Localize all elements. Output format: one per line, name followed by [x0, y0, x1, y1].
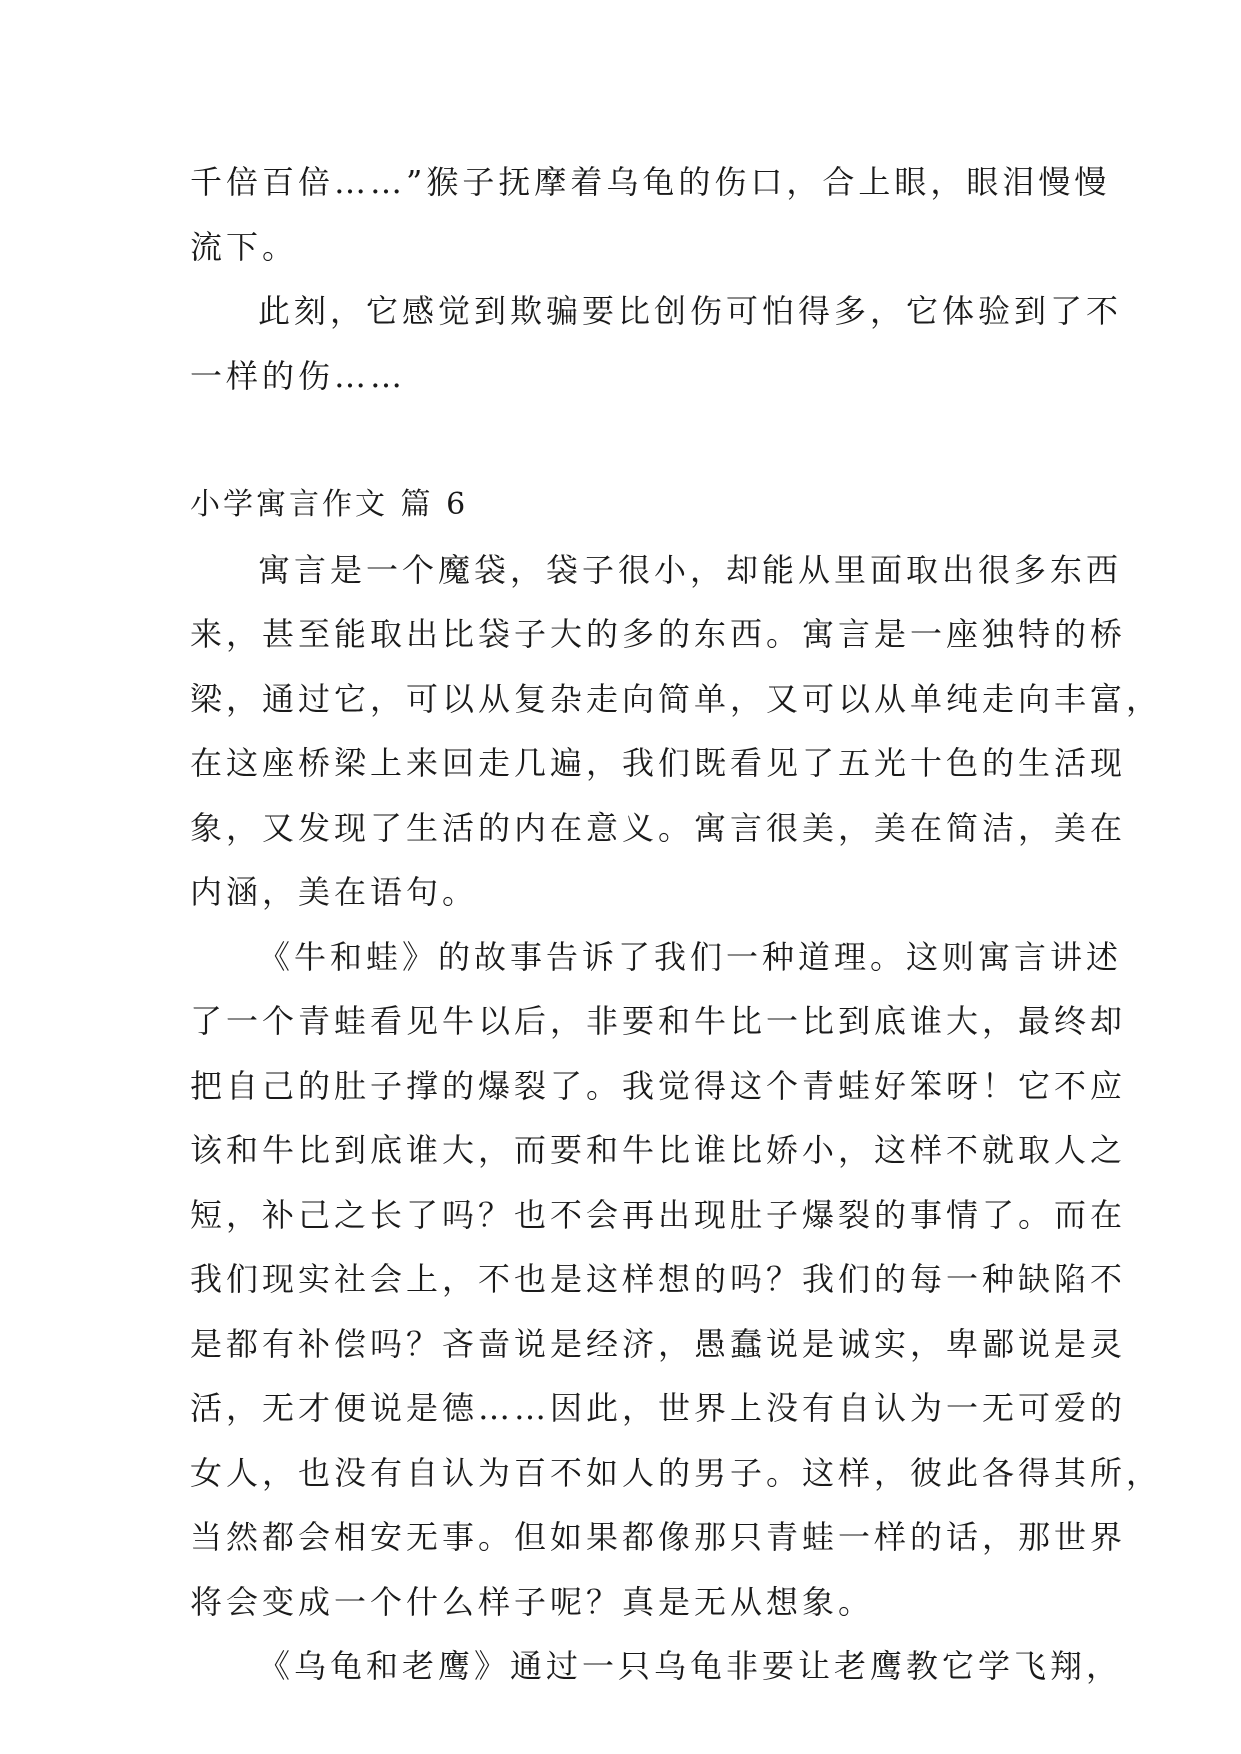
text-line: 在这座桥梁上来回走几遍，我们既看见了五光十色的生活现	[190, 744, 1127, 782]
text-line: 把自己的肚子撑的爆裂了。我觉得这个青蛙好笨呀！它不应	[190, 1066, 1127, 1105]
text-line: 是都有补偿吗？吝啬说是经济，愚蠢说是诚实，卑鄙说是灵	[190, 1324, 1127, 1363]
text-line: 短，补己之长了吗？也不会再出现肚子爆裂的事情了。而在	[190, 1195, 1127, 1234]
document-page	[190, 150, 1163, 1699]
text-line: 《牛和蛙》的故事告诉了我们一种道理。这则寓言讲述	[258, 937, 1123, 976]
section-title: 小学寓言作文 篇 6	[190, 487, 469, 522]
text-line: 当然都会相安无事。但如果都像那只青蛙一样的话，那世界	[190, 1518, 1127, 1556]
text-line: 此刻，它感觉到欺骗要比创伤可怕得多，它体验到了不	[258, 292, 1123, 330]
text-line: 活，无才便说是德……因此，世界上没有自认为一无可爱的	[190, 1389, 1127, 1427]
text-line: 寓言是一个魔袋，袋子很小，却能从里面取出很多东西	[258, 550, 1123, 589]
text-line: 千倍百倍……”猴子抚摩着乌龟的伤口，合上眼，眼泪慢慢	[190, 163, 1111, 201]
text-line: 了一个青蛙看见牛以后，非要和牛比一比到底谁大，最终却	[190, 1002, 1127, 1040]
text-line: 流下。	[190, 227, 299, 266]
text-line: 该和牛比到底谁大，而要和牛比谁比娇小，这样不就取人之	[190, 1131, 1127, 1169]
text-line: 《乌龟和老鹰》通过一只乌龟非要让老鹰教它学飞翔，	[258, 1647, 1123, 1685]
text-line: 我们现实社会上，不也是这样想的吗？我们的每一种缺陷不	[190, 1260, 1127, 1298]
text-line: 象，又发现了生活的内在意义。寓言很美，美在简洁，美在	[190, 808, 1127, 847]
text-line: 梁，通过它，可以从复杂走向简单，又可以从单纯走向丰富，	[190, 679, 1163, 718]
text-line: 来，甚至能取出比袋子大的多的东西。寓言是一座独特的桥	[190, 615, 1127, 653]
text-line: 女人，也没有自认为百不如人的男子。这样，彼此各得其所，	[190, 1453, 1163, 1492]
text-line: 一样的伤……	[190, 356, 407, 395]
text-line: 将会变成一个什么样子呢？真是无从想象。	[190, 1582, 875, 1621]
section-gap	[190, 408, 1060, 473]
text-line: 内涵，美在语句。	[190, 873, 479, 911]
